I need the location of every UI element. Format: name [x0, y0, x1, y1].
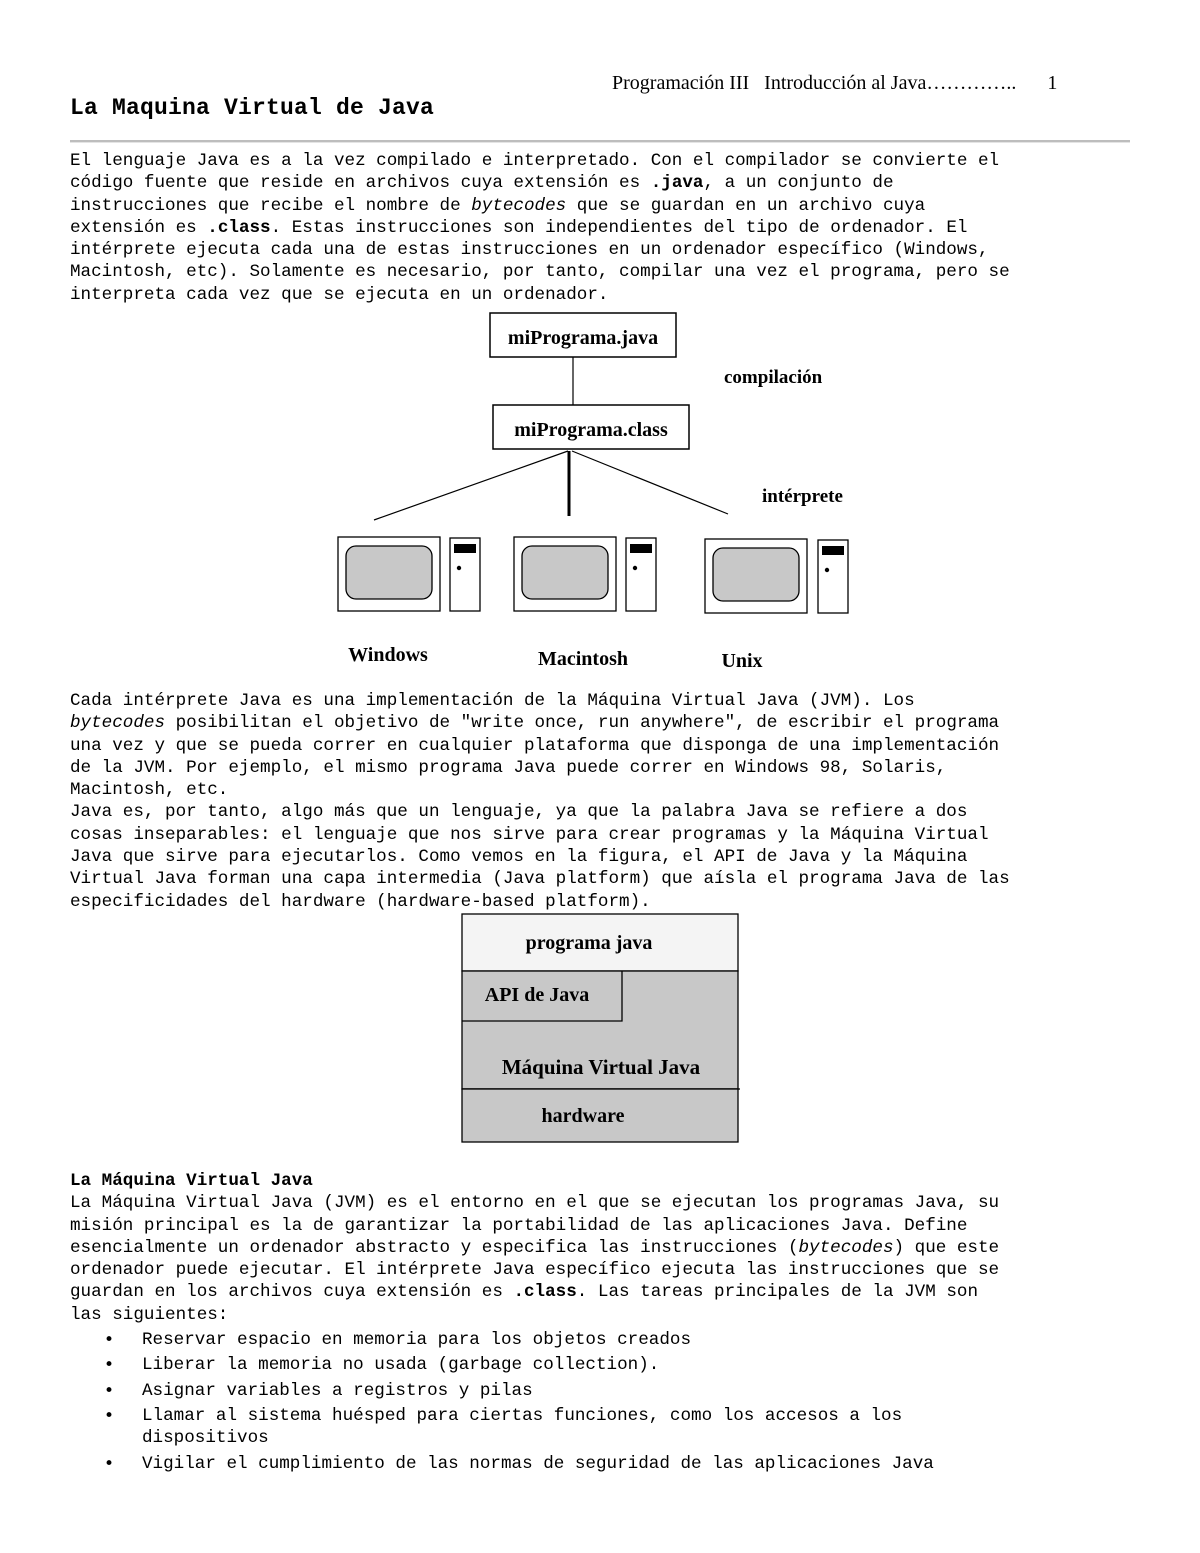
jvm-line: especificidades del hardware (hardware-based platform). [70, 891, 651, 912]
intro-line: intérprete ejecuta cada una de estas instrucciones en un ordenador específico (Windows, [70, 240, 989, 261]
class-extension: .class [207, 217, 271, 238]
compile-label: compilación [724, 367, 823, 388]
intro-line: . Estas instrucciones son independientes del tipo de ordenador. El [270, 217, 968, 238]
bytecodes-term: bytecodes [471, 195, 567, 216]
java-extension: .java [650, 173, 704, 194]
java-platform-diagram [0, 910, 1200, 1150]
jvm-paragraph [70, 690, 1150, 913]
drive-icon [822, 546, 844, 555]
source-file-label: miPrograma.java [507, 327, 659, 349]
hardware-label: hardware [541, 1105, 625, 1127]
intro-line: código fuente que reside en archivos cuya extensión es [70, 173, 651, 194]
api-label: API de Java [484, 984, 590, 1006]
jvm-line: Cada intérprete Java es una implementación de la Máquina Virtual Java (JVM). Los [70, 691, 915, 711]
jvm-line: Macintosh, etc. [70, 780, 229, 801]
list-item: • Vigilar el cumplimiento de las normas de seguridad de las aplicaciones Java [102, 1453, 1142, 1475]
screen-icon [346, 546, 432, 599]
jvm-label: Máquina Virtual Java [501, 1055, 701, 1079]
class-file-label: miPrograma.class [514, 419, 668, 441]
platform-label-unix: Unix [721, 650, 763, 672]
jvm-line: de la JVM. Por ejemplo, el mismo programa Java puede correr en Windows 98, Solaris, [70, 757, 947, 778]
section-line: esencialmente un ordenador abstracto y especifica las instrucciones ( [70, 1237, 799, 1258]
page-title: La Maquina Virtual de Java [70, 95, 435, 121]
led-icon [633, 566, 637, 570]
platform-label-macintosh: Macintosh [538, 648, 628, 670]
led-icon [825, 568, 829, 572]
list-item: • Llamar al sistema huésped para ciertas funciones, como los accesos a los dispositivos [102, 1405, 1142, 1450]
led-icon [457, 566, 461, 570]
header-topic: Introducción al Java………….. [764, 72, 1017, 94]
jvm-section [70, 1170, 1150, 1326]
connector-unix [572, 451, 728, 514]
interpret-label: intérprete [762, 486, 843, 507]
title-rule [70, 140, 1130, 143]
list-item: • Liberar la memoria no usada (garbage collection). [102, 1354, 1142, 1376]
computer-windows [338, 537, 480, 611]
drive-icon [454, 544, 476, 553]
screen-icon [522, 546, 608, 599]
jvm-line: una vez y que se pueda correr en cualquier plataforma que disponga de una implementación [70, 735, 1000, 756]
program-label: programa java [525, 932, 653, 954]
intro-line: extensión es [70, 217, 208, 238]
section-line: La Máquina Virtual Java (JVM) es el entorno en el que se ejecutan los programas Java, su [70, 1193, 1000, 1214]
section-line: las siguientes: [70, 1304, 229, 1325]
intro-line: El lenguaje Java es a la vez compilado e interpretado. Con el compilador se convierte el [70, 151, 1000, 171]
section-heading: La Máquina Virtual Java [70, 1171, 313, 1191]
computer-macintosh [514, 537, 656, 611]
section-line: ordenador puede ejecutar. El intérprete Java específico ejecuta las instrucciones que se [70, 1260, 1000, 1281]
section-line: ) que este [893, 1237, 1000, 1258]
intro-line: Macintosh, etc). Solamente es necesario, por tanto, compilar una vez el programa, pero se [70, 262, 1010, 283]
intro-line: , a un conjunto de [703, 173, 894, 194]
list-item: • Asignar variables a registros y pilas [102, 1380, 1142, 1402]
jvm-line: Java que sirve para ejecutarlos. Como vemos en la figura, el API de Java y la Máquina [70, 847, 968, 868]
jvm-line: posibilitan el objetivo de "write once, run anywhere", de escribir el programa [165, 713, 1000, 734]
intro-paragraph [70, 150, 1150, 306]
section-line: guardan en los archivos cuya extensión es [70, 1282, 514, 1303]
section-line: misión principal es la de garantizar la portabilidad de las aplicaciones Java. Define [70, 1215, 968, 1236]
compilation-diagram [0, 300, 1200, 690]
computer-unix [705, 539, 848, 613]
jvm-line: Java es, por tanto, algo más que un lenguaje, ya que la palabra Java se refiere a dos [70, 802, 968, 823]
screen-icon [713, 548, 799, 601]
drive-icon [630, 544, 652, 553]
section-line: . Las tareas principales de la JVM son [576, 1282, 978, 1303]
running-header [612, 72, 1057, 95]
jvm-task-list [102, 1329, 1142, 1476]
jvm-line: cosas inseparables: el lenguaje que nos sirve para crear programas y la Máquina Virtual [70, 824, 989, 845]
class-extension: .class [513, 1282, 577, 1303]
header-course: Programación III [612, 72, 750, 94]
list-item: • Reservar espacio en memoria para los objetos creados [102, 1329, 1142, 1351]
bytecodes-term: bytecodes [70, 713, 166, 734]
platform-label-windows: Windows [348, 644, 428, 666]
intro-line: interpreta cada vez que se ejecuta en un ordenador. [70, 284, 609, 305]
intro-line: que se guardan en un archivo cuya [566, 195, 926, 216]
bytecodes-term: bytecodes [798, 1237, 894, 1258]
jvm-line: Virtual Java forman una capa intermedia (Java platform) que aísla el programa Java de las [70, 869, 1010, 890]
page-number: 1 [1047, 72, 1058, 94]
intro-line: instrucciones que recibe el nombre de [70, 195, 472, 216]
connector-windows [374, 451, 568, 520]
